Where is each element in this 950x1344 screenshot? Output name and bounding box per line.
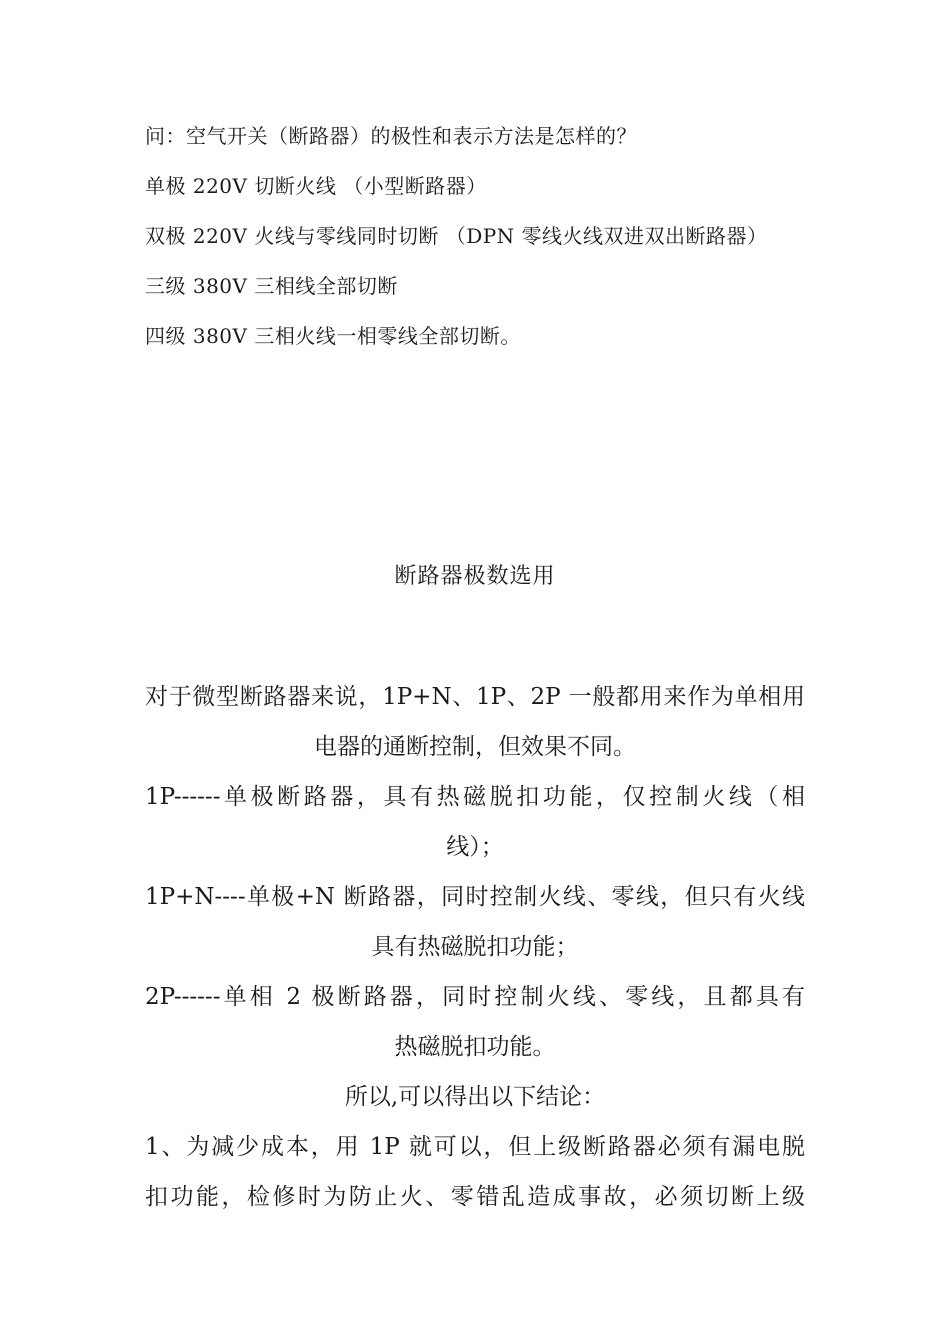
single-pole-line: 单极 220V 切断火线 （小型断路器）: [145, 174, 487, 198]
paragraph-1p: [145, 772, 805, 872]
conclusion-item-1: [145, 1122, 805, 1222]
paragraph-line: 热磁脱扣功能。: [394, 1034, 556, 1060]
three-pole-line: 三级 380V 三相线全部切断: [145, 274, 398, 298]
conclusion-lead: 所以,可以得出以下结论：: [344, 1084, 606, 1110]
paragraph-line: 线）；: [446, 834, 504, 860]
section-title: 断路器极数选用: [394, 564, 556, 589]
paragraph-line: 对于微型断路器来说，1P+N、1P、2P 一般都用来作为单相用: [145, 684, 805, 710]
paragraph-line: 具有热磁脱扣功能；: [371, 934, 579, 960]
paragraph-line: 1、为减少成本，用 1P 就可以，但上级断路器必须有漏电脱: [145, 1134, 805, 1160]
paragraph-line: 电器的通断控制，但效果不同。: [314, 734, 636, 760]
paragraph-2p: [145, 972, 805, 1072]
paragraph-intro: [145, 672, 805, 772]
paragraph-1p-n: [145, 872, 805, 972]
paragraph-line: 扣功能，检修时为防止火、零错乱造成事故，必须切断上级: [145, 1184, 805, 1210]
paragraph-line: 1P+N----单极+N 断路器，同时控制火线、零线，但只有火线: [145, 884, 805, 910]
four-pole-line: 四级 380V 三相火线一相零线全部切断。: [145, 324, 521, 348]
paragraph-line: 1P------单极断路器，具有热磁脱扣功能，仅控制火线（相: [145, 784, 805, 810]
question-line: 问：空气开关（断路器）的极性和表示方法是怎样的？: [145, 124, 637, 148]
paragraph-line: 2P------单相 2 极断路器，同时控制火线、零线，且都具有: [145, 984, 805, 1010]
double-pole-line: 双极 220V 火线与零线同时切断 （DPN 零线火线双进双出断路器）: [145, 224, 768, 248]
